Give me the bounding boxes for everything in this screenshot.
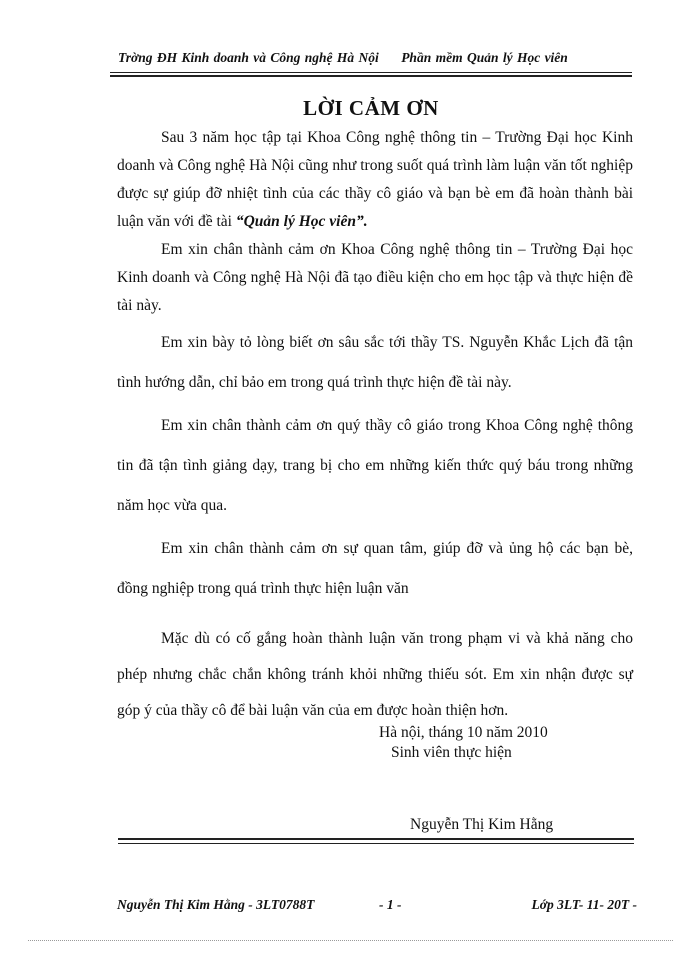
footer-rule-thick: [118, 838, 634, 840]
document-body: [117, 124, 633, 729]
page-footer: [117, 897, 637, 917]
footer-page-number: - 1 -: [379, 897, 402, 912]
paragraph-5: Em xin chân thành cảm ơn sự quan tâm, giúp đỡ và ủng hộ các bạn bè, đồng nghiệp trong quá trình thực hiện luận văn: [117, 540, 633, 597]
paragraph-1-text: Sau 3 năm học tập tại Khoa Công nghệ thông tin – Trường Đại học Kinh doanh và Công nghệ Hà Nội cũng như trong suốt quá trình làm luận văn tốt nghiệp được sự giúp đỡ nhiệt tình của các thầy cô giáo và bạn bè em đã hoàn thành bài luận văn với đề tài: [117, 129, 633, 230]
page-header: [118, 50, 628, 66]
paragraph-4: Em xin chân thành cảm ơn quý thầy cô giáo trong Khoa Công nghệ thông tin đã tận tình giảng dạy, trang bị cho em những kiến thức quý báu trong những năm học vừa qua.: [117, 417, 633, 514]
signature-place-date: Hà nội, tháng 10 năm 2010: [379, 724, 548, 741]
page-break-line: [28, 940, 673, 941]
paragraph-2: Em xin chân thành cảm ơn Khoa Công nghệ thông tin – Trường Đại học Kinh doanh và Công nghệ Hà Nội đã tạo điều kiện cho em học tập và thực hiện đề tài này.: [117, 241, 633, 314]
signature-role: Sinh viên thực hiện: [391, 744, 512, 761]
footer-class: Lớp 3LT- 11- 20T -: [531, 897, 637, 912]
footer-author: Nguyễn Thị Kim Hằng - 3LT0788T: [117, 897, 315, 912]
paragraph-1: [117, 124, 633, 236]
paragraph-3: Em xin bày tỏ lòng biết ơn sâu sắc tới thầy TS. Nguyễn Khắc Lịch đã tận tình hướng dẫn, chỉ bảo em trong quá trình thực hiện đề tài này.: [117, 334, 633, 391]
header-rule-thick: [110, 75, 632, 77]
footer-rule: [118, 843, 634, 844]
header-school: Trờng ĐH Kinh doanh và Công nghệ Hà Nội: [118, 50, 379, 65]
paragraph-6: Mặc dù có cố gắng hoàn thành luận văn trong phạm vi và khả năng cho phép nhưng chắc chắn không tránh khỏi những thiếu sót. Em xin nhận được sự góp ý của thầy cô để bài luận văn của em được hoàn thiện hơn.: [117, 630, 633, 719]
header-rule: [110, 72, 632, 73]
page-title: LỜI CẢM ƠN: [303, 96, 439, 120]
header-software: Phần mềm Quản lý Học viên: [401, 50, 568, 65]
signature-name: Nguyễn Thị Kim Hằng: [410, 816, 554, 833]
thesis-topic: “Quản lý Học viên”.: [235, 213, 368, 230]
